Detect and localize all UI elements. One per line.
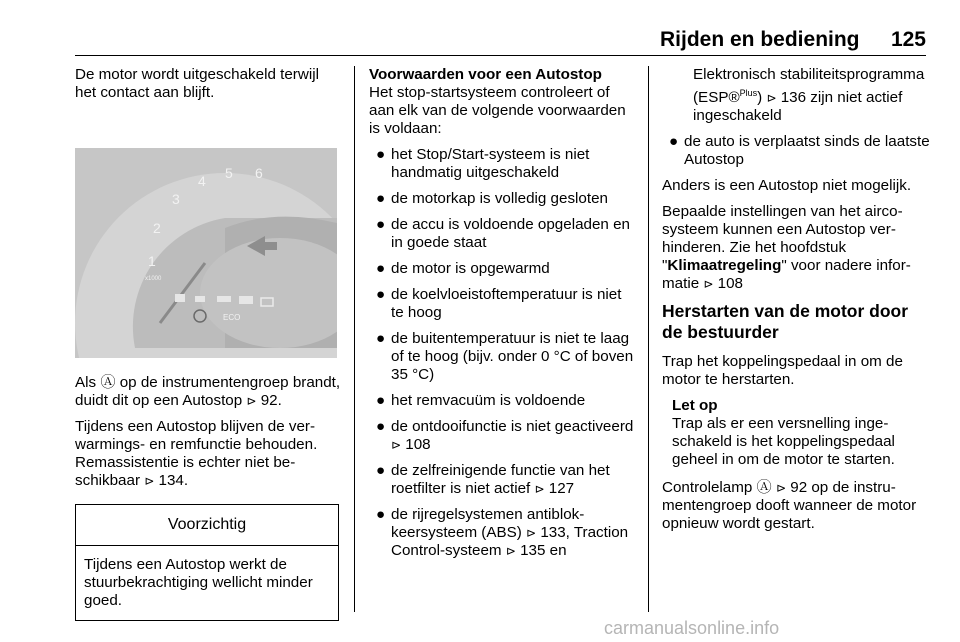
page-reference-arrow-icon: ⊳ [766,91,777,106]
bullet-dot-icon: ● [376,216,386,233]
header-rule [75,55,926,56]
page-reference-arrow-icon: ⊳ [144,474,155,488]
list-item-continuation: Elektronisch stabiliteitsprogramma (ESP®$^{Plus}$) ⊳ 136 zijn niet actief ingeschakeld [693,66,925,125]
list-item: ● de ontdooifunctie is niet geactiveerd ⊳ 108 [376,418,634,453]
bullet-dot-icon: ● [376,286,386,303]
page-reference-arrow-icon: ⊳ [526,526,537,540]
climate-paragraph: Bepaalde instellingen van het aircosysteem kunnen een Autostop verhinderen. Zie het hoofdstuk "Klimaatregeling" voor nadere informatie ⊳ 108 [662,203,911,293]
intro-paragraph: De motor wordt uitgeschakeld terwijl het contact aan blijft. [75,66,319,101]
page-reference[interactable]: 92. [256,392,282,409]
gauge-label: x1000 [145,276,162,282]
watermark: carmanualsonline.info [604,618,780,638]
page-reference[interactable]: 133, Traction Control-systeem [391,524,629,559]
page-reference-arrow-icon: ⊳ [703,277,714,292]
gauge-label: 4 [198,173,206,189]
column-divider [648,66,649,612]
gauge-label: 6 [255,165,263,181]
page-reference-arrow-icon: ⊳ [246,394,257,408]
page-reference-arrow-icon: ⊳ [391,438,402,452]
instrument-cluster-illustration [75,148,337,358]
page-reference[interactable]: 136 zijn niet actief ingeschakeld [693,89,903,125]
list-item: ● de motorkap is volledig gesloten [376,190,608,207]
page-header-title: Rijden en bediening [660,28,860,51]
bullet-dot-icon: ● [669,133,679,151]
list-item: ● de accu is voldoende opgeladen en in goede staat [376,216,630,251]
page-reference[interactable]: 92 op de instrumentengroep dooft wanneer de motor opnieuw wordt gestart. [662,479,917,533]
warning-title: Voorzichtig [76,505,338,546]
list-item: ● de rijregelsystemen antiblokkeersysteem (ABS) ⊳ 133, Traction Control-systeem ⊳ 135 en [376,506,629,559]
page-reference-arrow-icon: ⊳ [534,482,545,496]
conditions-intro: Het stop-startsysteem controleert of aan elk van de volgende voorwaarden is voldaan: [369,84,626,137]
bullet-dot-icon: ● [376,260,386,277]
conditions-list-continued [662,133,930,169]
no-autostop-paragraph: Anders is een Autostop niet mogelijk. [662,177,912,195]
indicator-off-paragraph: Controlelamp Ⓐ ⊳ 92 op de instrumentengroep dooft wanneer de motor opnieuw wordt gestart. [662,479,917,533]
bullet-dot-icon: ● [376,418,386,435]
page-reference[interactable]: 134. [154,472,189,489]
gauge-label: 5 [225,165,233,181]
page-reference[interactable]: 108 [401,436,431,453]
bullet-dot-icon: ● [376,190,386,207]
warning-box [75,504,339,621]
section-heading: Voorwaarden voor een Autostop [369,66,602,83]
note-block [662,397,930,469]
column-1 [75,66,341,621]
heating-paragraph: Tijdens een Autostop blijven de verwarmings- en remfunctie behouden. Remassistentie is echter niet beschikbaar ⊳ 134. [75,418,318,489]
bullet-dot-icon: ● [376,330,386,347]
gauge-label: 2 [153,220,161,236]
gauge-label: ECO [223,313,241,322]
autostop-icon: Ⓐ [756,479,772,497]
instrument-cluster-image [75,148,337,358]
list-item: ● de motor is opgewarmd [376,260,550,277]
bullet-dot-icon: ● [376,506,386,523]
page-reference-arrow-icon: ⊳ [505,544,516,558]
page-reference[interactable]: 108 [713,275,743,293]
note-body: Trap als er een versnelling ingeschakeld is het koppelingspedaal geheel in om de motor te starten. [672,415,895,469]
page-reference[interactable]: 127 [544,480,575,497]
page-reference[interactable]: 135 en [515,542,567,559]
bullet-dot-icon: ● [376,146,386,163]
section-heading: Herstarten van de motor door de bestuurder [662,301,909,343]
list-item: ● de zelfreinigende functie van het roetfilter is niet actief ⊳ 127 [376,462,610,497]
restart-paragraph: Trap het koppelingspedaal in om de motor te herstarten. [662,353,903,389]
page-reference-arrow-icon: ⊳ [775,481,787,496]
page-number: 125 [890,28,926,51]
warning-body: Tijdens een Autostop werkt de stuurbekrachtiging wellicht minder goed. [84,556,313,609]
conditions-list [369,146,637,560]
list-item: ● de koelvloeistoftemperatuur is niet te hoog [376,286,622,321]
column-2 [369,66,637,568]
gauge-label: 1 [148,253,156,269]
list-item: ● de buitentemperatuur is niet te laag of te hoog (bijv. onder 0 °C of boven 35 °C) [376,330,634,383]
column-divider [354,66,355,612]
column-3 [662,66,930,541]
list-item: ● het remvacuüm is voldoende [376,392,586,409]
autostop-icon: Ⓐ [100,374,116,391]
list-item: ● het Stop/Start-systeem is niet handmatig uitgeschakeld [376,146,590,181]
note-title: Let op [672,397,718,415]
list-item: ● de auto is verplaatst sinds de laatste Autostop [669,133,930,169]
bullet-dot-icon: ● [376,462,386,479]
gauge-label: 3 [172,191,180,207]
bullet-dot-icon: ● [376,392,386,409]
climate-chapter-link[interactable]: Klimaatregeling [667,257,782,275]
autostop-indicator-paragraph: Als Ⓐ op de instrumentengroep brandt, duidt dit op een Autostop ⊳ 92. [75,374,341,409]
